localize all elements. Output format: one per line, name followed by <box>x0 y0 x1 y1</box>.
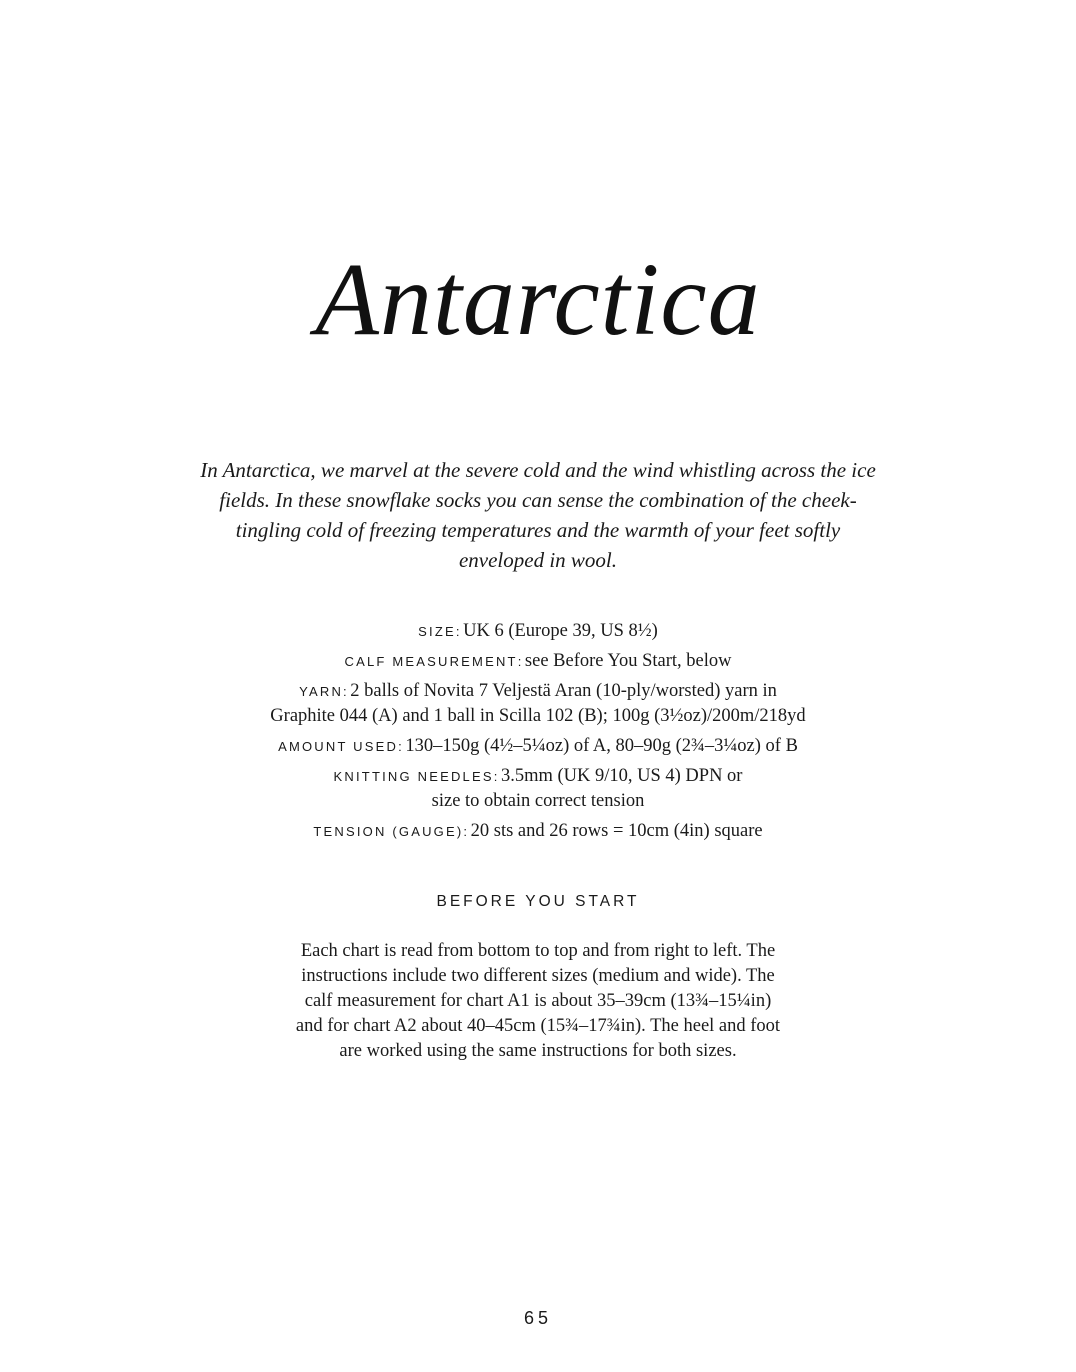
spec-size: SIZE: UK 6 (Europe 39, US 8½) <box>418 621 658 641</box>
spec-knitting-needles: KNITTING NEEDLES: 3.5mm (UK 9/10, US 4) DPN or size to obtain correct tension <box>333 766 743 811</box>
spec-label: AMOUNT USED <box>278 739 399 754</box>
spec-label: KNITTING NEEDLES <box>333 769 494 784</box>
page-number: 65 <box>523 1308 553 1328</box>
spec-label: TENSION (GAUGE) <box>313 824 464 839</box>
spec-calf-measurement: CALF MEASUREMENT: see Before You Start, below <box>344 651 732 671</box>
spec-value: see Before You Start, below <box>524 651 732 671</box>
spec-label: SIZE <box>418 624 456 639</box>
spec-label: CALF MEASUREMENT <box>344 654 518 669</box>
spec-value: UK 6 (Europe 39, US 8½) <box>463 621 658 641</box>
spec-value: 20 sts and 26 rows = 10cm (4in) square <box>470 821 763 841</box>
spec-value: 3.5mm (UK 9/10, US 4) DPN or size to obtain correct tension <box>431 766 743 811</box>
pattern-specs <box>200 619 876 849</box>
spec-value: 2 balls of Novita 7 Veljestä Aran (10-ply/worsted) yarn in Graphite 044 (A) and 1 ball in Scilla 102 (B); 100g (3½oz)/200m/218yd <box>270 681 806 726</box>
before-you-start-heading: BEFORE YOU START <box>436 893 640 910</box>
spec-label: YARN <box>299 684 344 699</box>
before-you-start-text: Each chart is read from bottom to top and from right to left. The instructions include two different sizes (medium and wide). The calf measurement for chart A1 is about 35–39cm (13¾–15¼in) and for chart A2 about 40–45cm (15¾–17¾in). The heel and foot are worked using the same instructions for both sizes. <box>295 941 781 1061</box>
spec-value: 130–150g (4½–5¼oz) of A, 80–90g (2¾–3¼oz) of B <box>405 736 798 756</box>
page-title: Antarctica <box>315 242 761 357</box>
intro-paragraph: In Antarctica, we marvel at the severe cold and the wind whistling across the ice fields. In these snowflake socks you can sense the combination of the cheek-tingling cold of freezing temperatures and the warmth of your feet softly enveloped in wool. <box>200 458 876 572</box>
spec-amount-used: AMOUNT USED: 130–150g (4½–5¼oz) of A, 80–90g (2¾–3¼oz) of B <box>278 736 798 756</box>
spec-tension: TENSION (GAUGE): 20 sts and 26 rows = 10cm (4in) square <box>313 821 763 841</box>
spec-yarn: YARN: 2 balls of Novita 7 Veljestä Aran (10-ply/worsted) yarn in Graphite 044 (A) and 1 ball in Scilla 102 (B); 100g (3½oz)/200m/218yd <box>270 681 806 726</box>
